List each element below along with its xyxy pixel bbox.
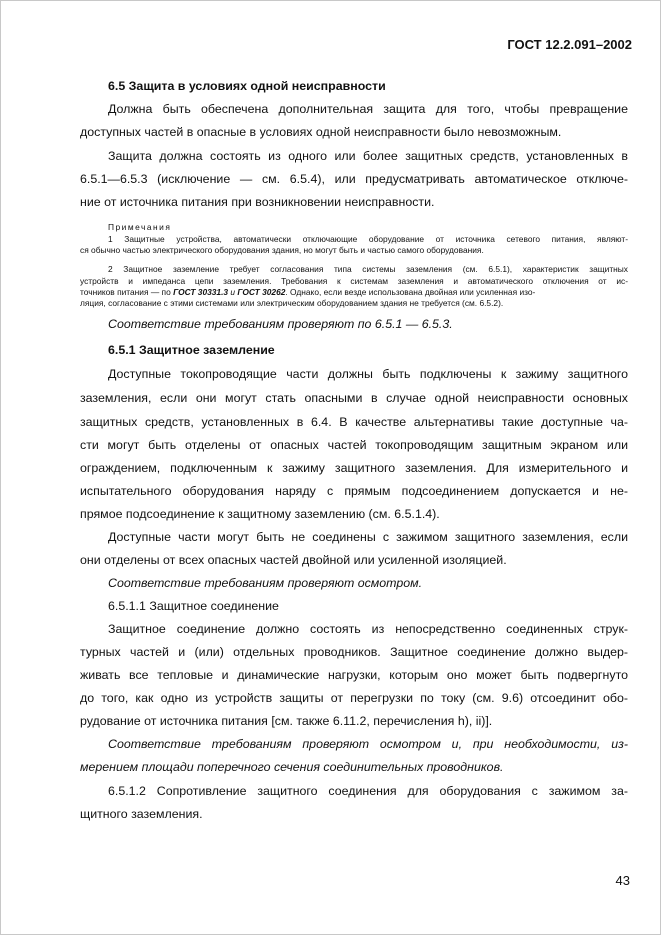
paragraph-line: прямое подсоединение к защитному заземлению (см. 6.5.1.4). bbox=[80, 507, 440, 521]
notes-heading: Примечания bbox=[108, 222, 172, 232]
compliance-line: Соответствие требованиям проверяют осмотром. bbox=[108, 576, 423, 590]
note-line: 2 Защитное заземление требует согласования типа системы заземления (см. 6.5.1), характеристик защитных bbox=[108, 264, 628, 274]
paragraph-line: они отделены от всех опасных частей двойной или усиленной изоляцией. bbox=[80, 553, 507, 567]
note-text: и bbox=[228, 287, 238, 297]
paragraph-line: заземления, если они могут стать опасными в случае одной неисправности основных bbox=[80, 391, 628, 405]
paragraph-line: до того, как одно из устройств защиты от перегрузки по току (см. 9.6) отсоединит обо- bbox=[80, 691, 628, 705]
note-line: ся обычно частью электрического оборудования здания, но могут быть и частью самого оборудования. bbox=[80, 245, 484, 255]
note-text: точников питания — по bbox=[80, 287, 174, 297]
subsection-heading-6-5-1-1: 6.5.1.1 Защитное соединение bbox=[108, 599, 279, 613]
gost-reference: ГОСТ 30331.3 bbox=[173, 287, 229, 297]
paragraph-line: испытательного оборудования наряду с прямым подсоединением допускается и не- bbox=[80, 484, 628, 498]
paragraph-line: ние от источника питания при возникновении неисправности. bbox=[80, 195, 435, 209]
paragraph-line: Защита должна состоять из одного или более защитных средств, установленных в bbox=[108, 149, 628, 163]
section-heading-6-5: 6.5 Защита в условиях одной неисправности bbox=[108, 79, 386, 93]
paragraph-line: защитных средств, установленных в 6.4. В качестве альтернативы такие доступные ча- bbox=[80, 415, 628, 429]
paragraph-line: щитного заземления. bbox=[80, 807, 203, 821]
compliance-line: Соответствие требованиям проверяют по 6.5.1 — 6.5.3. bbox=[108, 317, 453, 331]
paragraph-line: Защитное соединение должно состоять из непосредственно соединенных струк- bbox=[108, 622, 628, 636]
compliance-line: мерением площади поперечного сечения соединительных проводников. bbox=[80, 760, 504, 774]
paragraph-line: Доступные части могут быть не соединены с зажимом защитного заземления, если bbox=[108, 530, 628, 544]
note-line: 1 Защитные устройства, автоматически отключающие оборудование от источника сетевого питания, являют- bbox=[108, 234, 628, 244]
subsection-heading-6-5-1-2: 6.5.1.2 Сопротивление защитного соединения для оборудования с зажимом за- bbox=[108, 784, 628, 798]
note-text: . Однако, если везде использована двойная или усиленная изо- bbox=[285, 287, 536, 297]
note-line-with-refs bbox=[80, 287, 628, 298]
paragraph-line: 6.5.1—6.5.3 (исключение — см. 6.5.4), или предусматривать автоматическое отключе- bbox=[80, 172, 628, 186]
compliance-line: Соответствие требованиям проверяют осмотром и, при необходимости, из- bbox=[108, 737, 628, 751]
paragraph-line: турных частей и (или) отдельных проводников. Защитное соединение должно выдер- bbox=[80, 645, 628, 659]
paragraph-line: доступных частей в опасные в условиях одной неисправности было невозможным. bbox=[80, 125, 562, 139]
paragraph-line: сти могут быть отделены от опасных частей токопроводящим защитным экраном или bbox=[80, 438, 628, 452]
page-number: 43 bbox=[615, 873, 630, 888]
paragraph-line: рудование от источника питания [см. также 6.11.2, перечисления h), ii)]. bbox=[80, 714, 493, 728]
paragraph-line: Должна быть обеспечена дополнительная защита для того, чтобы превращение bbox=[108, 102, 628, 116]
paragraph-line: ограждением, подключенным к зажиму защитного заземления. Для измерительного и bbox=[80, 461, 628, 475]
paragraph-line: живать все тепловые и динамические нагрузки, которым оно может быть подвергнуто bbox=[80, 668, 628, 682]
note-line: устройств и импеданса цепи заземления. Требования к системам заземления и автоматического отключения от ис- bbox=[80, 276, 628, 286]
section-heading-6-5-1: 6.5.1 Защитное заземление bbox=[108, 343, 275, 357]
standard-header: ГОСТ 12.2.091–2002 bbox=[507, 37, 632, 52]
paragraph-line: Доступные токопроводящие части должны быть подключены к зажиму защитного bbox=[108, 367, 628, 381]
note-line: ляция, согласование с этими системами или электрическим оборудованием здания не требуется (см. 6.5.2). bbox=[80, 298, 504, 308]
gost-reference: ГОСТ 30262 bbox=[237, 287, 286, 297]
